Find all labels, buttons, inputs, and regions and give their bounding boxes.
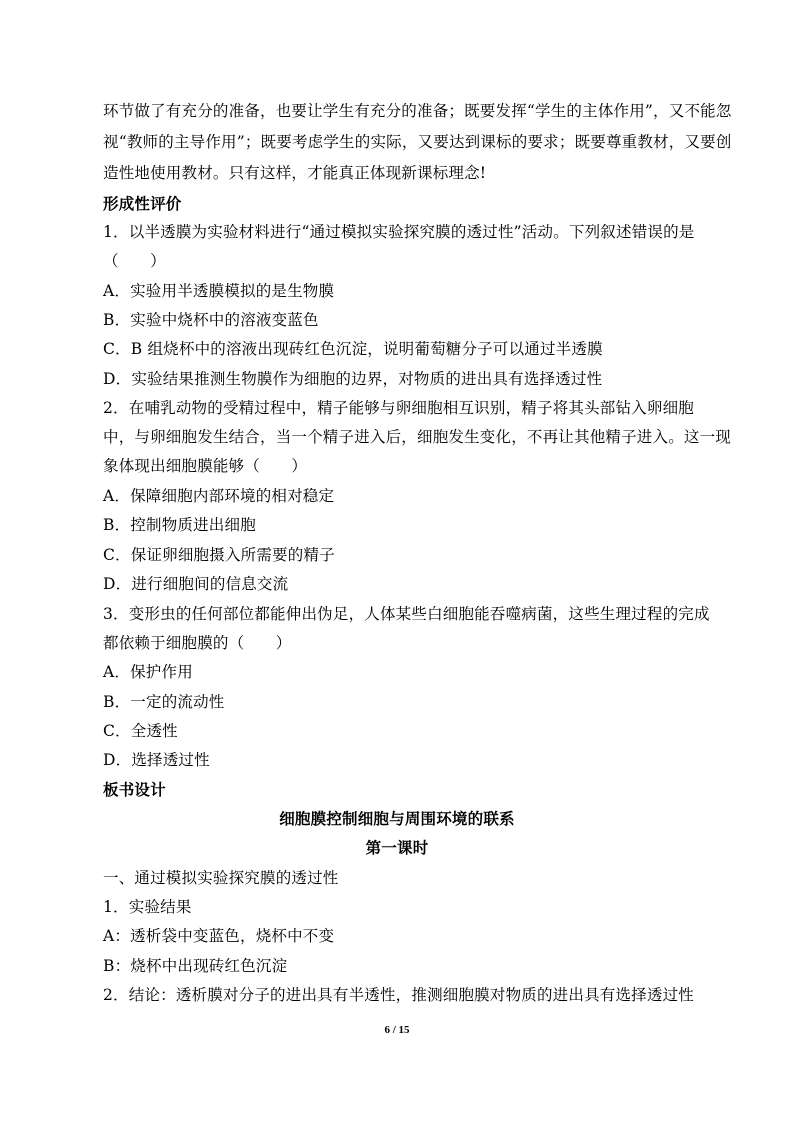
question-text: 2．在哺乳动物的受精过程中，精子能够与卵细胞相互识别，精子将其头部钻入卵细胞 (103, 399, 694, 417)
question-text: 中，与卵细胞发生结合，当一个精子进入后，细胞发生变化，不再让其他精子进入。这一现 (103, 428, 732, 446)
question-text: 都依赖于细胞膜的（ ） (103, 634, 292, 652)
outline-item: B：烧杯中出现砖红色沉淀 (103, 957, 288, 975)
body-text: 环节做了有充分的准备，也要让学生有充分的准备；既要发挥“学生的主体作用”，又不能忽 (103, 102, 732, 120)
answer-option: C．全透性 (103, 722, 178, 740)
answer-option: D．进行细胞间的信息交流 (103, 575, 289, 593)
answer-option: A．实验用半透膜模拟的是生物膜 (103, 282, 335, 300)
answer-option: D．实验结果推测生物膜作为细胞的边界，对物质的进出具有选择透过性 (103, 370, 603, 388)
body-text: 造性地使用教材。只有这样，才能真正体现新课标理念! (103, 164, 487, 182)
page-number: 6 / 15 (384, 1024, 410, 1036)
answer-option: A．保障细胞内部环境的相对稳定 (103, 487, 335, 505)
section-heading: 板书设计 (103, 781, 166, 799)
outline-item: 一、通过模拟实验探究膜的透过性 (103, 869, 339, 887)
question-text: 3．变形虫的任何部位都能伸出伪足，人体某些白细胞能吞噬病菌，这些生理过程的完成 (103, 605, 710, 623)
answer-option: D．选择透过性 (103, 751, 210, 769)
question-text: 象体现出细胞膜能够（ ） (103, 457, 308, 475)
outline-item: 1．实验结果 (103, 898, 192, 916)
answer-option: C．B 组烧杯中的溶液出现砖红色沉淀，说明葡萄糖分子可以通过半透膜 (103, 340, 603, 358)
answer-option: B．控制物质进出细胞 (103, 516, 256, 534)
section-heading: 形成性评价 (103, 195, 182, 213)
question-text: （ ） (103, 252, 166, 270)
answer-option: B．实验中烧杯中的溶液变蓝色 (103, 311, 319, 329)
answer-option: C．保证卵细胞摄入所需要的精子 (103, 546, 335, 564)
board-title: 细胞膜控制细胞与周围环境的联系 (279, 810, 515, 828)
outline-item: 2．结论：透析膜对分子的进出具有半透性，推测细胞膜对物质的进出具有选择透过性 (103, 986, 694, 1004)
board-subtitle: 第一课时 (365, 839, 429, 857)
answer-option: A．保护作用 (103, 663, 193, 681)
question-text: 1．以半透膜为实验材料进行“通过模拟实验探究膜的透过性”活动。下列叙述错误的是 (103, 223, 695, 241)
body-text: 视“教师的主导作用”；既要考虑学生的实际，又要达到课标的要求；既要尊重教材，又要创 (103, 133, 732, 151)
outline-item: A：透析袋中变蓝色，烧杯中不变 (103, 927, 335, 945)
answer-option: B．一定的流动性 (103, 693, 225, 711)
